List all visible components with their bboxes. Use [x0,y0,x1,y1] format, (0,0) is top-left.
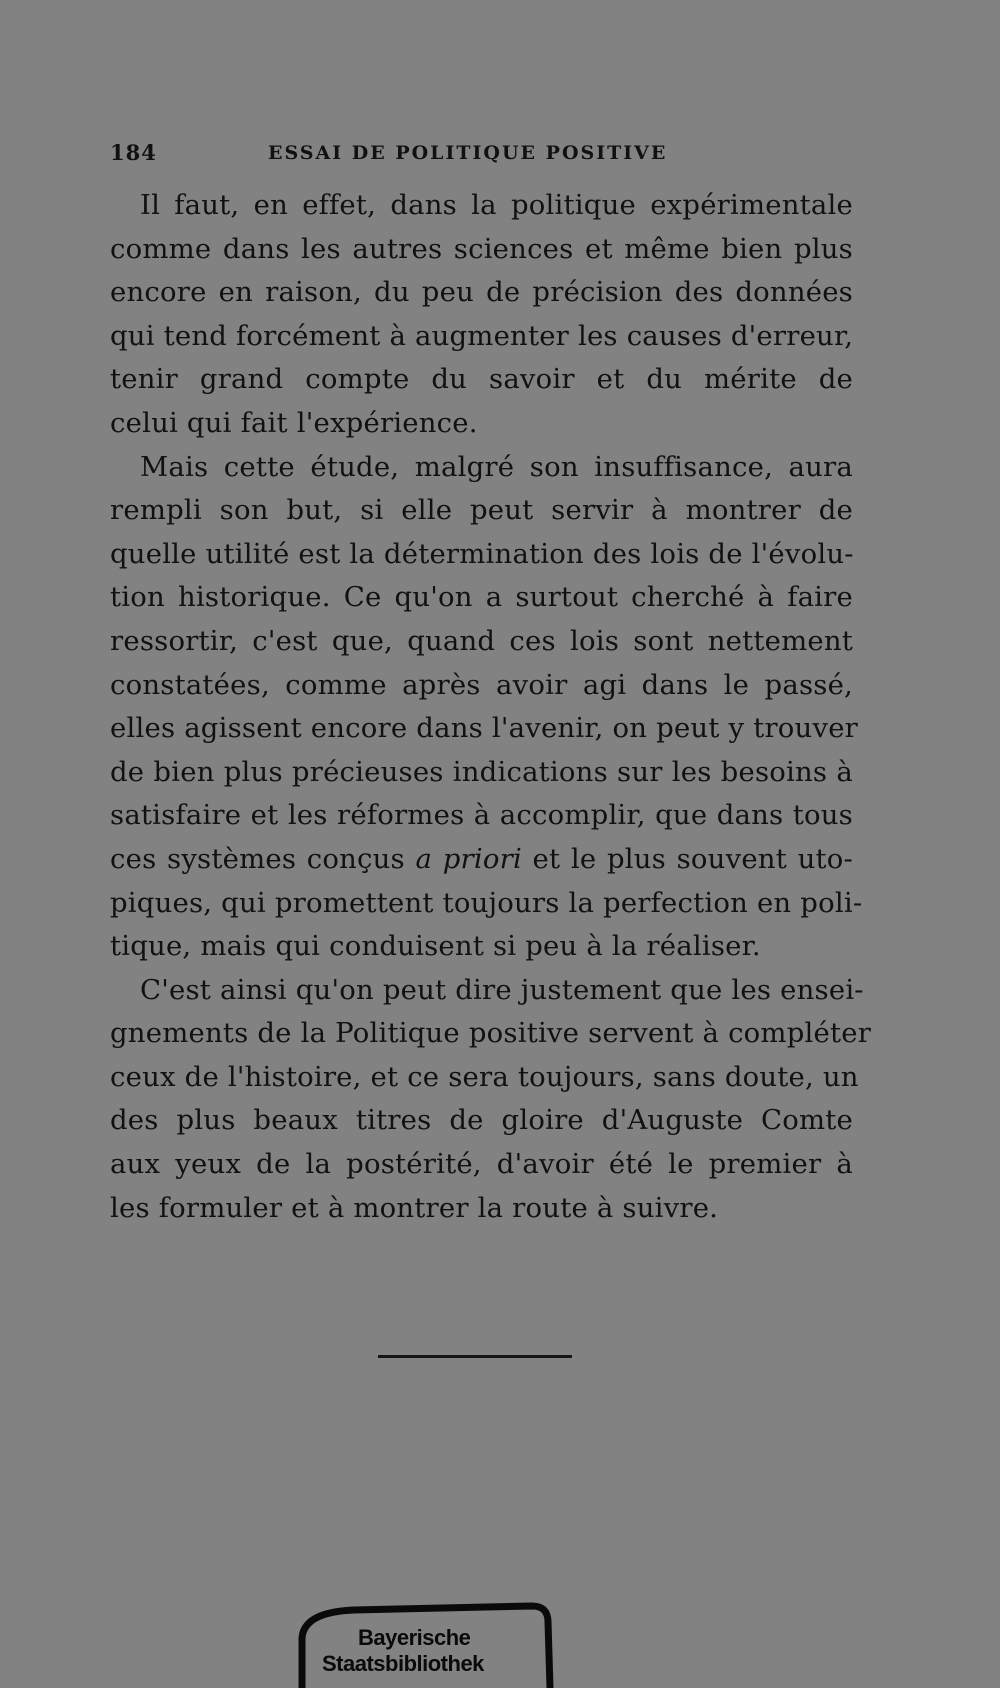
text-line: quelle utilité est la détermination des lois de l'évolu- [110,537,854,570]
text-line: elles agissent encore dans l'avenir, on peut y trouver [110,712,859,745]
text-line: tique, mais qui conduisent si peu à la réaliser. [110,930,761,963]
text-line: de bien plus précieuses indications sur les besoins à [110,755,853,788]
text-line: satisfaire et les réformes à accomplir, que dans tous [110,799,853,832]
running-title: ESSAI DE POLITIQUE POSITIVE [268,142,668,164]
stamp-text-line2: Staatsbibliothek [322,1651,484,1676]
text-line: aux yeux de la postérité, d'avoir été le premier à [110,1148,853,1181]
text-line: comme dans les autres sciences et même bien plus [110,232,853,265]
text-line: C'est ainsi qu'on peut dire justement que les ensei- [140,973,864,1006]
text-line: gnements de la Politique positive servent à compléter [110,1017,872,1050]
text-line: tion historique. Ce qu'on a surtout cherché à faire [110,581,853,614]
text-line-with-italic: ces systèmes conçus a priori et le plus souvent uto- [110,842,853,875]
text-line: piques, qui promettent toujours la perfection en poli- [110,886,863,919]
stamp-text-line1: Bayerische [358,1625,471,1650]
text-line: ressortir, c'est que, quand ces lois sont nettement [110,624,853,657]
text-line: constatées, comme après avoir agi dans le passé, [110,668,853,701]
text-line: les formuler et à montrer la route à suivre. [110,1191,719,1224]
text-line: Mais cette étude, malgré son insuffisance, aura [140,450,853,483]
text-line: qui tend forcément à augmenter les causes d'erreur, [110,319,854,352]
text-line: celui qui fait l'expérience. [110,406,478,439]
italic-phrase: a priori [415,842,522,875]
text-line: Il faut, en effet, dans la politique expérimentale [140,189,853,221]
page-number: 184 [110,140,157,165]
section-end-rule [378,1355,572,1358]
body-text [110,184,872,1230]
page-header [110,140,850,170]
text-line: des plus beaux titres de gloire d'Auguste Comte [110,1104,853,1137]
text-line: encore en raison, du peu de précision des données [110,276,853,309]
text-line: ceux de l'histoire, et ce sera toujours, sans doute, un [110,1060,859,1093]
library-stamp [294,1598,556,1688]
text-line: tenir grand compte du savoir et du mérite de [110,363,853,396]
text-line: rempli son but, si elle peut servir à montrer de [110,494,853,527]
